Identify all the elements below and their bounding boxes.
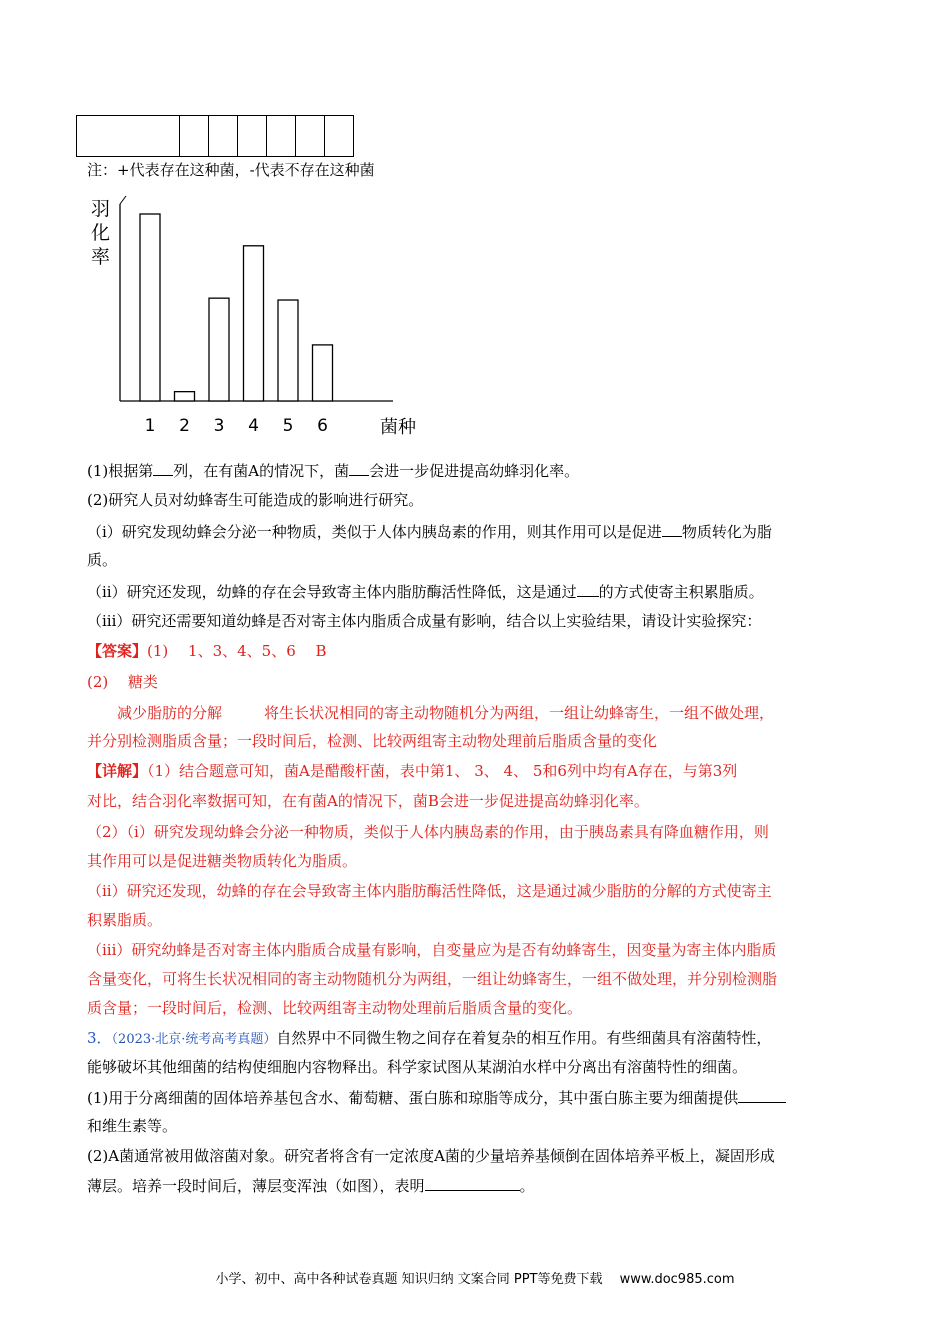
q2ii-text-pre: （ii）研究还发现，幼蜂的存在会导致寄主体内脂肪酶活性降低，这是通过 — [87, 583, 577, 601]
question-2-i — [87, 521, 772, 542]
detail-line-6: 积累脂质。 — [87, 911, 163, 929]
answer-blank — [577, 581, 599, 597]
bar-4 — [244, 246, 264, 401]
bars — [140, 214, 333, 401]
question-2-ii — [87, 581, 764, 602]
question-2: (2)研究人员对幼蜂寄生可能造成的影响进行研究。 — [87, 491, 424, 509]
bacteria-table — [76, 115, 354, 157]
answer-line-3 — [117, 703, 774, 723]
table-cell — [325, 116, 354, 157]
q3-sub2-end: 。 — [519, 1177, 535, 1195]
question-number: 3． — [87, 1029, 112, 1047]
bar-2 — [175, 392, 195, 401]
table-cell — [77, 116, 180, 157]
question-3-sub1-cont: 和维生素等。 — [87, 1117, 178, 1135]
table-cell — [180, 116, 209, 157]
y-axis-label — [91, 198, 110, 268]
bar-3 — [209, 298, 229, 401]
detail-line-2: 对比，结合羽化率数据可知，在有菌A的情况下，菌B会进一步促进提高幼蜂羽化率。 — [87, 792, 649, 810]
question-1 — [87, 460, 579, 481]
question-3-sub1 — [87, 1087, 786, 1108]
answer-blank — [738, 1087, 786, 1103]
page-footer: 小学、初中、高中各种试卷真题 知识归纳 文案合同 PPT等免费下载 www.doc985.com — [215, 1272, 735, 1287]
question-source: （2023·北京·统考高考真题） — [111, 1032, 277, 1047]
answer-blank — [349, 460, 369, 476]
detail-line-4: 其作用可以是促进糖类物质转化为脂质。 — [87, 852, 358, 870]
bar-1 — [140, 214, 160, 401]
question-2-i-cont: 质。 — [87, 551, 118, 569]
answer-tag: 【答案】 — [87, 642, 148, 660]
answer-line-4: 并分别检测脂质含量；一段时间后，检测、比较两组寄主动物处理前后脂质含量的变化 — [87, 732, 658, 750]
question-3-sub2-cont — [87, 1175, 535, 1196]
question-2-iii: （iii）研究还需要知道幼蜂是否对寄主体内脂质合成量有影响，结合以上实验结果，请设计实验探究： — [87, 612, 762, 630]
x-tick-label: 5 — [282, 416, 294, 436]
y-axis-label-char: 率 — [91, 246, 111, 268]
answer-text: 将生长状况相同的寄主动物随机分为两组，一组让幼蜂寄生，一组不做处理， — [264, 704, 775, 722]
answer-text: (1) 1、3、4、5、6 B — [147, 642, 327, 660]
q1-text-pre: (1)根据第 — [87, 462, 154, 480]
q3-text: 自然界中不同微生物之间存在着复杂的相互作用。有些细菌具有溶菌特性， — [276, 1029, 772, 1047]
q3-sub1-text: (1)用于分离细菌的固体培养基包含水、葡萄糖、蛋白胨和琼脂等成分，其中蛋白胨主要为细菌提供 — [87, 1089, 739, 1107]
q2i-text-post: 物质转化为脂 — [681, 523, 772, 541]
answer-blank — [662, 521, 682, 537]
answer-blank — [425, 1175, 520, 1191]
detail-text: （1）结合题意可知，菌A是醋酸杆菌，表中第1、 3、 4、 5和6列中均有A存在，与第3列 — [147, 762, 738, 780]
x-tick-label: 1 — [144, 416, 156, 436]
answer-blank — [153, 460, 173, 476]
answer-text: 减少脂肪的分解 — [117, 704, 223, 722]
q3-sub2-text: 薄层。培养一段时间后，薄层变浑浊（如图），表明 — [87, 1177, 425, 1195]
question-3-sub2: (2)A菌通常被用做溶菌对象。研究者将含有一定浓度A菌的少量培养基倾倒在固体培养平板上，凝固形成 — [87, 1147, 775, 1165]
q1-text-mid: 列，在有菌A的情况下，菌 — [173, 462, 350, 480]
table-cell — [267, 116, 296, 157]
question-3-line-2: 能够破坏其他细菌的结构使细胞内容物释出。科学家试图从某湖泊水样中分离出有溶菌特性的细菌。 — [87, 1058, 748, 1076]
x-tick-label: 4 — [248, 416, 259, 436]
x-tick-label: 3 — [213, 416, 225, 436]
emergence-rate-chart — [80, 190, 440, 445]
detail-line-9: 质含量；一段时间后，检测、比较两组寄主动物处理前后脂质含量的变化。 — [87, 999, 583, 1017]
x-tick-label: 6 — [317, 416, 328, 436]
y-axis-label-char: 羽 — [91, 198, 111, 220]
detail-line-7: （iii）研究幼蜂是否对寄主体内脂质合成量有影响，自变量应为是否有幼蜂寄生，因变量为寄主体内脂质 — [87, 941, 777, 959]
x-tick-label: 2 — [179, 416, 190, 436]
y-axis-arrow — [120, 196, 126, 204]
detail-line-5: （ii）研究还发现，幼蜂的存在会导致寄主体内脂肪酶活性降低，这是通过减少脂肪的分解的方式使寄主 — [87, 882, 772, 900]
q1-text-post: 会进一步促进提高幼蜂羽化率。 — [369, 462, 580, 480]
table-note: 注：+代表存在这种菌，-代表不存在这种菌 — [87, 161, 375, 179]
bar-6 — [313, 345, 333, 401]
question-3-line-1 — [87, 1028, 771, 1050]
detail-line-8: 含量变化，可将生长状况相同的寄主动物随机分为两组，一组让幼蜂寄生，一组不做处理，并分别检测脂 — [87, 970, 778, 988]
detail-line-1 — [87, 761, 737, 781]
detail-tag: 【详解】 — [87, 762, 148, 780]
answer-line-1 — [87, 641, 327, 661]
q2i-text-pre: （i）研究发现幼蜂会分泌一种物质，类似于人体内胰岛素的作用，则其作用可以是促进 — [87, 523, 662, 541]
bar-5 — [278, 300, 298, 401]
answer-line-2: (2) 糖类 — [87, 673, 159, 691]
y-axis-label-char: 化 — [91, 222, 111, 244]
table-cell — [296, 116, 325, 157]
detail-line-3: （2）（i）研究发现幼蜂会分泌一种物质，类似于人体内胰岛素的作用，由于胰岛素具有降血糖作用，则 — [87, 823, 769, 841]
q2ii-text-post: 的方式使寄主积累脂质。 — [598, 583, 764, 601]
x-tick-labels — [145, 416, 328, 436]
x-axis-label: 菌种 — [380, 417, 416, 438]
table-cell — [238, 116, 267, 157]
table-row — [77, 116, 354, 157]
table-cell — [209, 116, 238, 157]
